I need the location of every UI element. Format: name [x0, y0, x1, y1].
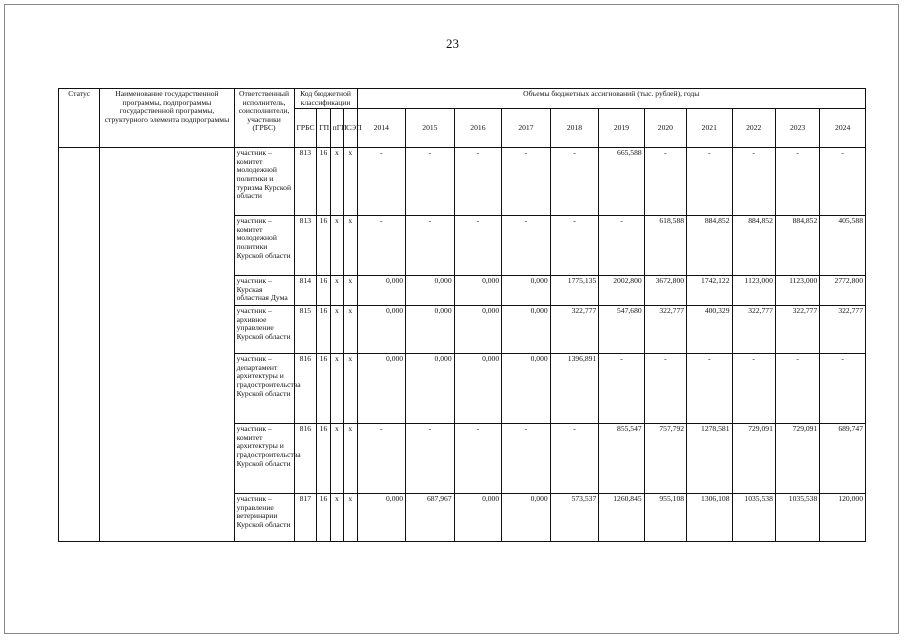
- value-cell: -: [687, 148, 732, 216]
- value-cell: -: [406, 216, 455, 276]
- value-cell: -: [732, 354, 775, 424]
- executor-cell: участник – управление ветеринарии Курской области: [234, 494, 294, 542]
- value-cell: 322,777: [732, 306, 775, 354]
- value-cell: 687,967: [406, 494, 455, 542]
- value-cell: 573,537: [550, 494, 599, 542]
- value-cell: 405,588: [820, 216, 866, 276]
- value-cell: -: [357, 216, 406, 276]
- value-cell: -: [599, 216, 644, 276]
- executor-cell: участник – архивное управление Курской области: [234, 306, 294, 354]
- value-cell: 2002,800: [599, 276, 644, 306]
- value-cell: 120,000: [820, 494, 866, 542]
- executor-cell: участник – Курская областная Дума: [234, 276, 294, 306]
- header-year: 2023: [775, 109, 819, 148]
- header-year: 2024: [820, 109, 866, 148]
- value-cell: -: [599, 354, 644, 424]
- value-cell: -: [550, 424, 599, 494]
- pgp-cell: х: [330, 276, 343, 306]
- value-cell: 322,777: [644, 306, 686, 354]
- value-cell: 1742,122: [687, 276, 732, 306]
- value-cell: 1035,538: [732, 494, 775, 542]
- value-cell: 1775,135: [550, 276, 599, 306]
- value-cell: 0,000: [406, 276, 455, 306]
- value-cell: 0,000: [357, 354, 406, 424]
- value-cell: -: [454, 216, 502, 276]
- header-year: 2021: [687, 109, 732, 148]
- value-cell: 0,000: [454, 276, 502, 306]
- gp-cell: 16: [317, 276, 330, 306]
- grbs-cell: 816: [294, 354, 317, 424]
- header-year: 2015: [406, 109, 455, 148]
- value-cell: 3672,800: [644, 276, 686, 306]
- value-cell: 1123,000: [732, 276, 775, 306]
- value-cell: 2772,800: [820, 276, 866, 306]
- value-cell: 1306,108: [687, 494, 732, 542]
- value-cell: 0,000: [454, 494, 502, 542]
- header-volume-group: Объемы бюджетных ассигнований (тыс. рублей), годы: [357, 89, 865, 109]
- value-cell: 757,792: [644, 424, 686, 494]
- header-code-col: пГП: [330, 109, 343, 148]
- table-body: [59, 148, 866, 542]
- value-cell: 729,091: [732, 424, 775, 494]
- value-cell: 322,777: [820, 306, 866, 354]
- header-year: 2017: [502, 109, 551, 148]
- value-cell: -: [820, 354, 866, 424]
- executor-cell: участник – комитет архитектуры и градостроительства Курской области: [234, 424, 294, 494]
- value-cell: 1396,891: [550, 354, 599, 424]
- grbs-cell: 813: [294, 216, 317, 276]
- value-cell: -: [775, 148, 819, 216]
- value-cell: -: [502, 216, 551, 276]
- budget-table: [58, 88, 866, 542]
- value-cell: 400,329: [687, 306, 732, 354]
- executor-cell: участник – комитет молодежной политики и туризма Курской области: [234, 148, 294, 216]
- header-year: 2016: [454, 109, 502, 148]
- sep-cell: х: [344, 424, 357, 494]
- header-executor: Ответственный исполнитель, соисполнители, участники (ГРБС): [234, 89, 294, 148]
- grbs-cell: 815: [294, 306, 317, 354]
- grbs-cell: 816: [294, 424, 317, 494]
- value-cell: 884,852: [687, 216, 732, 276]
- value-cell: 729,091: [775, 424, 819, 494]
- value-cell: 618,588: [644, 216, 686, 276]
- value-cell: -: [687, 354, 732, 424]
- value-cell: 1035,538: [775, 494, 819, 542]
- pgp-cell: х: [330, 354, 343, 424]
- pgp-cell: х: [330, 216, 343, 276]
- header-year: 2018: [550, 109, 599, 148]
- sep-cell: х: [344, 494, 357, 542]
- gp-cell: 16: [317, 354, 330, 424]
- gp-cell: 16: [317, 306, 330, 354]
- value-cell: -: [502, 148, 551, 216]
- value-cell: 855,547: [599, 424, 644, 494]
- status-cell: [59, 148, 100, 542]
- value-cell: -: [357, 148, 406, 216]
- value-cell: -: [406, 424, 455, 494]
- sep-cell: х: [344, 216, 357, 276]
- value-cell: 0,000: [357, 306, 406, 354]
- header-name: Наименование государственной программы, подпрограммы государственной программы, структурного элемента подпрограммы: [100, 89, 234, 148]
- gp-cell: 16: [317, 494, 330, 542]
- header-code-col: СЭП: [344, 109, 357, 148]
- value-cell: -: [406, 148, 455, 216]
- header-code-col: ГП: [317, 109, 330, 148]
- gp-cell: 16: [317, 148, 330, 216]
- table-row: [59, 148, 866, 216]
- value-cell: -: [644, 354, 686, 424]
- gp-cell: 16: [317, 216, 330, 276]
- gp-cell: 16: [317, 424, 330, 494]
- value-cell: 0,000: [406, 354, 455, 424]
- value-cell: 1278,581: [687, 424, 732, 494]
- value-cell: 322,777: [775, 306, 819, 354]
- value-cell: 0,000: [454, 306, 502, 354]
- value-cell: 0,000: [502, 306, 551, 354]
- pgp-cell: х: [330, 424, 343, 494]
- sep-cell: х: [344, 276, 357, 306]
- pgp-cell: х: [330, 306, 343, 354]
- grbs-cell: 817: [294, 494, 317, 542]
- executor-cell: участник – комитет молодежной политики Курской области: [234, 216, 294, 276]
- value-cell: 547,680: [599, 306, 644, 354]
- value-cell: 884,852: [775, 216, 819, 276]
- sep-cell: х: [344, 306, 357, 354]
- value-cell: 1123,000: [775, 276, 819, 306]
- value-cell: -: [454, 148, 502, 216]
- header-year: 2019: [599, 109, 644, 148]
- pgp-cell: х: [330, 494, 343, 542]
- sep-cell: х: [344, 148, 357, 216]
- value-cell: -: [550, 148, 599, 216]
- pgp-cell: х: [330, 148, 343, 216]
- header-row-1: [59, 89, 866, 109]
- header-year: 2014: [357, 109, 406, 148]
- grbs-cell: 814: [294, 276, 317, 306]
- header-code-col: ГРБС: [294, 109, 317, 148]
- value-cell: -: [644, 148, 686, 216]
- value-cell: 322,777: [550, 306, 599, 354]
- value-cell: 0,000: [502, 354, 551, 424]
- value-cell: -: [732, 148, 775, 216]
- value-cell: -: [357, 424, 406, 494]
- page-number: 23: [446, 36, 459, 51]
- name-cell: [100, 148, 234, 542]
- value-cell: 689,747: [820, 424, 866, 494]
- value-cell: 884,852: [732, 216, 775, 276]
- value-cell: -: [454, 424, 502, 494]
- value-cell: 0,000: [357, 276, 406, 306]
- value-cell: -: [775, 354, 819, 424]
- header-year: 2020: [644, 109, 686, 148]
- header-status: Статус: [59, 89, 100, 148]
- header-year: 2022: [732, 109, 775, 148]
- value-cell: 0,000: [406, 306, 455, 354]
- value-cell: 0,000: [502, 276, 551, 306]
- value-cell: -: [502, 424, 551, 494]
- value-cell: 955,108: [644, 494, 686, 542]
- value-cell: 665,588: [599, 148, 644, 216]
- value-cell: -: [820, 148, 866, 216]
- value-cell: 0,000: [502, 494, 551, 542]
- value-cell: 0,000: [357, 494, 406, 542]
- executor-cell: участник – департамент архитектуры и градостроительства Курской области: [234, 354, 294, 424]
- value-cell: 1260,845: [599, 494, 644, 542]
- value-cell: -: [550, 216, 599, 276]
- header-code-group: Код бюджетной классификации: [294, 89, 357, 109]
- value-cell: 0,000: [454, 354, 502, 424]
- sep-cell: х: [344, 354, 357, 424]
- grbs-cell: 813: [294, 148, 317, 216]
